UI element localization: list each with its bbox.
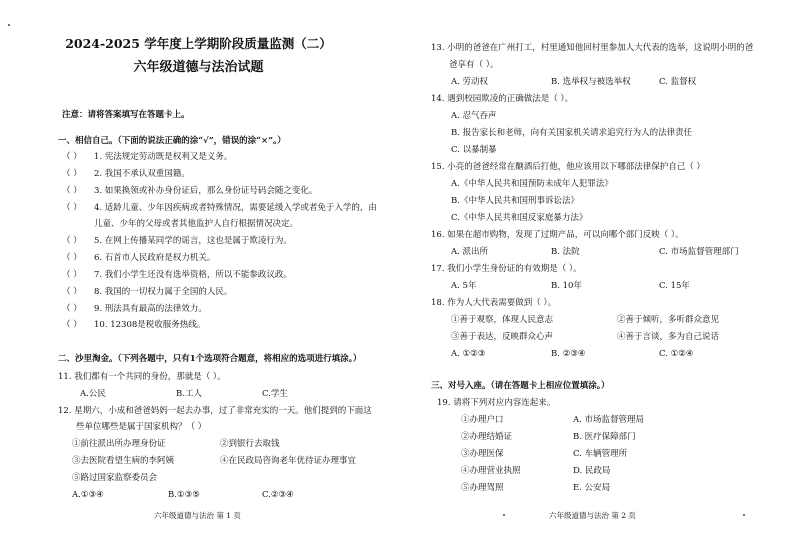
q12-choice-4: ④在民政局咨询老年优待证办理事宜 <box>220 456 357 466</box>
match-right-b: B. 医疗保障部门 <box>573 432 636 442</box>
tf-item-5: （ ） 5. 在网上传播某同学的谣言，这也是属于欺凌行为。 <box>62 236 292 246</box>
tf-item-7: （ ） 7. 我们小学生还没有选举资格，所以不能参政议政。 <box>62 270 292 280</box>
q11-option-c: C.学生 <box>262 389 288 399</box>
q16-stem: 16. 如果在超市购物，发现了过期产品，可以向哪个部门反映（ ）。 <box>431 230 684 240</box>
q16-option-c: C. 市场监督管理部门 <box>659 247 739 257</box>
match-left-5: ⑤办理驾照 <box>461 483 504 493</box>
tf-item-1: （ ） 1. 宪法规定劳动既是权利又是义务。 <box>62 152 233 162</box>
q18-option-a: A. ①②③ <box>451 349 486 359</box>
q11-option-a: A.公民 <box>80 389 106 399</box>
q15-option-c: C.《中华人民共和国反家庭暴力法》 <box>451 213 588 223</box>
q12-choice-3: ③去医院看望生病的李阿姨 <box>72 456 175 466</box>
q12-option-a: A.①③④ <box>72 490 104 500</box>
q15-option-a: A.《中华人民共和国预防未成年人犯罪法》 <box>451 179 613 189</box>
q17-stem: 17. 我们小学生身份证的有效期是（ ）。 <box>431 264 582 274</box>
match-right-c: C. 车辆管理所 <box>573 449 628 459</box>
page-2-footer: 六年级道德与法治 第 2 页 <box>549 511 636 520</box>
q16-option-b: B. 法院 <box>551 247 580 257</box>
q15-stem: 15. 小亮的爸爸经常在酗酒后打他，他应该用以下哪部法律保护自己（ ） <box>431 162 705 172</box>
q12-option-b: B.①③⑤ <box>168 490 200 500</box>
tf-item-4-cont: 儿童、少年的父母或者其他监护人自行根据情况决定。 <box>94 219 299 229</box>
match-right-a: A. 市场监督管理局 <box>573 415 645 425</box>
q16-option-a: A. 派出所 <box>451 247 489 257</box>
q17-option-a: A. 5年 <box>451 281 477 291</box>
scan-speck <box>8 24 10 26</box>
match-left-2: ②办理结婚证 <box>461 432 513 442</box>
page-2 <box>397 0 794 550</box>
scan-speck <box>743 514 745 516</box>
match-right-d: D. 民政局 <box>573 466 611 476</box>
page-1-footer: 六年级道德与法治 第 1 页 <box>154 511 241 520</box>
match-left-1: ①办理户口 <box>461 415 504 425</box>
q18-choice-2: ②善于倾听，多听群众意见 <box>617 315 720 325</box>
q18-choice-4: ④善于言谈，多为自己说话 <box>617 332 720 342</box>
q18-option-b: B. ②③④ <box>551 349 586 359</box>
q17-option-c: C. 15年 <box>659 281 690 291</box>
tf-item-4: （ ） 4. 适龄儿童、少年因疾病或者特殊情况，需要延缓入学或者免于入学的，由 <box>62 203 377 213</box>
q18-option-c: C. ①②④ <box>659 349 694 359</box>
match-right-e: E. 公安局 <box>573 483 611 493</box>
q12-stem-line1: 12. 星期六，小成和爸爸妈妈一起去办事，过了非常充实的一天。他们提到的下面这 <box>58 406 372 416</box>
exam-title: 2024-2025 学年度上学期阶段质量监测（二） <box>65 36 332 51</box>
exam-subtitle: 六年级道德与法治试题 <box>133 60 264 75</box>
q12-stem-line2: 些单位哪些是属于国家机构？（ ） <box>76 422 207 432</box>
q18-stem: 18. 作为人大代表需要做到（ ）。 <box>431 298 557 308</box>
tf-item-2: （ ） 2. 我国不承认双重国籍。 <box>62 169 190 179</box>
q17-option-b: B. 10年 <box>551 281 582 291</box>
q14-option-c: C. 以暴制暴 <box>451 145 497 155</box>
q12-option-c: C.②③④ <box>262 490 294 500</box>
q12-choice-1: ①前往派出所办理身份证 <box>72 439 166 449</box>
tf-item-10: （ ） 10. 12308是税收服务热线。 <box>62 320 206 330</box>
q12-choice-5: ⑤路过国家监察委员会 <box>72 473 158 483</box>
section1-heading: 一、相信自己。（下面的说法正确的涂“√”，错误的涂“×”。） <box>58 136 286 146</box>
tf-item-3: （ ） 3. 如果换领或补办身份证后，那么身份证号码会随之变化。 <box>62 186 318 196</box>
match-left-4: ④办理营业执照 <box>461 466 521 476</box>
q11-option-b: B.工人 <box>176 389 202 399</box>
q13-option-a: A. 劳动权 <box>451 77 489 87</box>
q11-stem: 11. 我们都有一个共同的身份，那就是（ ）。 <box>58 372 226 382</box>
tf-item-6: （ ） 6. 石首市人民政府是权力机关。 <box>62 253 216 263</box>
q18-choice-1: ①善于观察，体现人民意志 <box>451 315 554 325</box>
q19-stem: 19. 请将下列对应内容连起来。 <box>437 398 556 408</box>
q13-stem-line1: 13. 小明的爸爸在广州打工，村里通知他回村里参加人大代表的选举，这说明小明的爸 <box>431 43 754 53</box>
scan-speck <box>503 514 505 516</box>
q13-stem-line2: 爸享有（ ）。 <box>449 60 499 70</box>
q12-choice-2: ②到银行去取钱 <box>220 439 280 449</box>
tf-item-9: （ ） 9. 刑法具有最高的法律效力。 <box>62 304 207 314</box>
tf-item-8: （ ） 8. 我国的一切权力属于全国的人民。 <box>62 287 233 297</box>
notice: 注意：请将答案填写在答题卡上。 <box>62 110 190 120</box>
match-left-3: ③办理医保 <box>461 449 504 459</box>
q13-option-c: C. 监督权 <box>659 77 697 87</box>
q14-stem: 14. 遇到校园欺凌的正确做法是（ ）。 <box>431 94 574 104</box>
q14-option-b: B. 报告家长和老师，向有关国家机关请求追究行为人的法律责任 <box>451 128 693 138</box>
q14-option-a: A. 忍气吞声 <box>451 111 497 121</box>
q13-option-b: B. 选举权与被选举权 <box>551 77 631 87</box>
q18-choice-3: ③善于表达，反映群众心声 <box>451 332 554 342</box>
section2-heading: 二、沙里淘金。（下列各题中，只有1个选项符合题意，将相应的选项进行填涂。） <box>58 354 362 364</box>
section3-heading: 三、对号入座。（请在答题卡上相应位置填涂。） <box>431 381 610 391</box>
q15-option-b: B.《中华人民共和国刑事诉讼法》 <box>451 196 579 206</box>
